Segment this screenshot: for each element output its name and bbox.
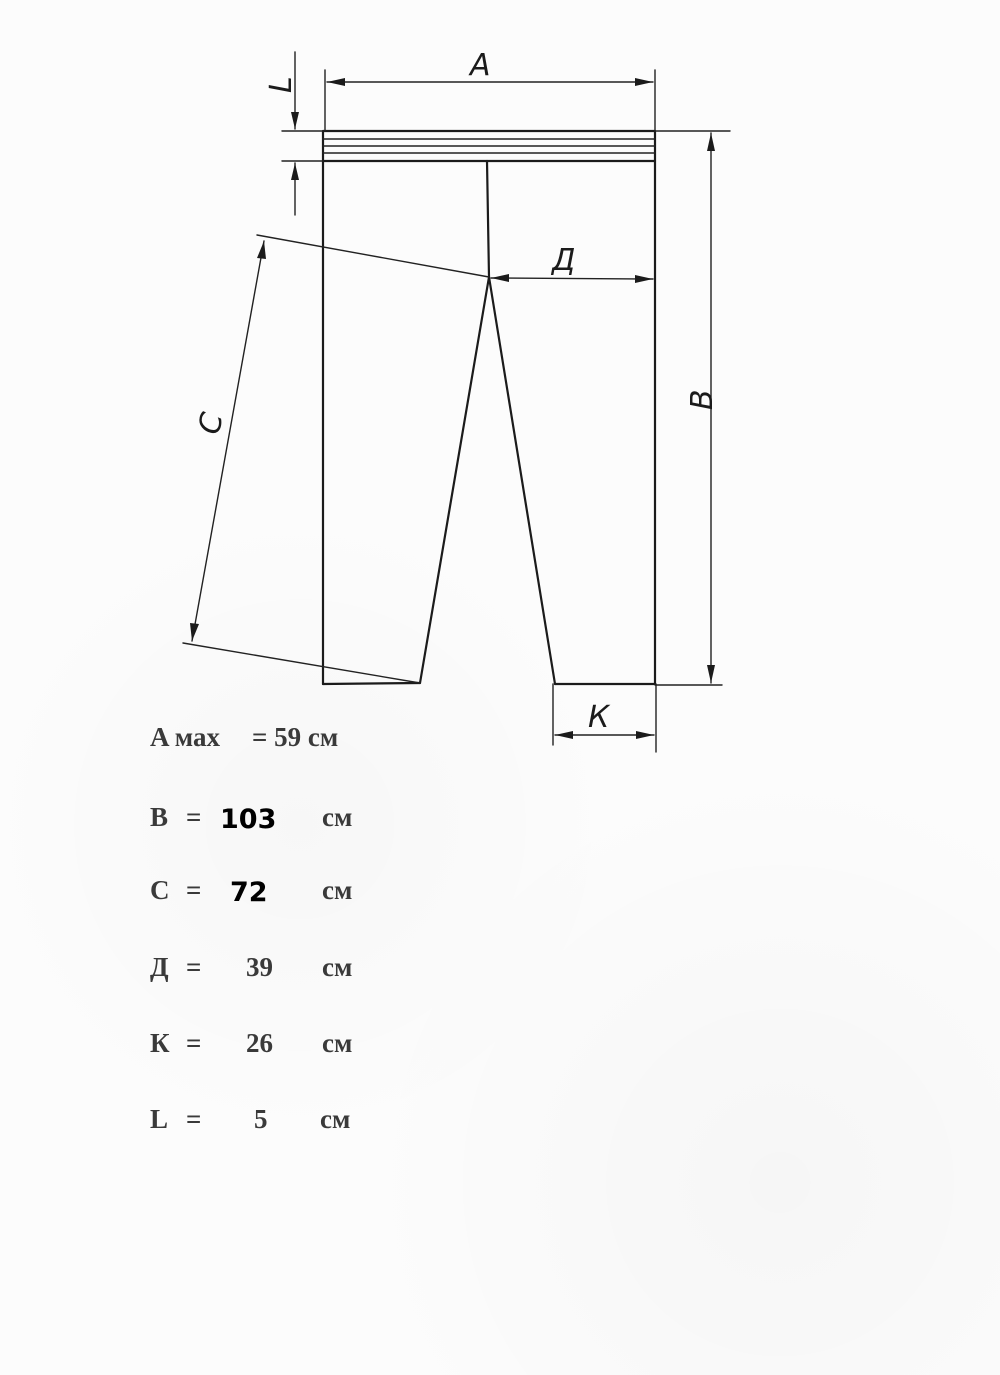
measurement-value: 103: [220, 804, 277, 835]
measurement-unit: см: [322, 1028, 353, 1058]
measurement-equals: =: [186, 1104, 202, 1134]
measurement-equals: =: [186, 875, 202, 905]
measurement-value: 5: [254, 1104, 268, 1134]
label-b: B: [685, 389, 720, 410]
measurement-label: B: [150, 802, 169, 832]
measurement-equals: =: [186, 802, 202, 832]
label-l: L: [264, 76, 299, 93]
measurement-label: C: [150, 875, 170, 905]
measurement-label: Д: [150, 952, 169, 982]
measurements-list: [150, 722, 450, 1152]
measurement-equals: =: [186, 1028, 202, 1058]
waistband: [323, 131, 655, 161]
measurement-label: К: [150, 1028, 170, 1058]
dimension-k: [553, 684, 656, 752]
measurement-unit: см: [322, 802, 353, 832]
dimension-l: [264, 52, 323, 215]
dimension-b: [655, 131, 730, 685]
label-k: К: [588, 700, 610, 735]
label-c: C: [192, 409, 231, 438]
measurement-label: L: [150, 1104, 169, 1134]
measurement-unit: см: [322, 875, 353, 905]
label-a: A: [470, 48, 491, 83]
measurement-unit: см: [320, 1104, 351, 1134]
pants-outline: [323, 161, 655, 684]
dimension-d: [491, 243, 653, 283]
measurement-value: 26: [246, 1028, 273, 1058]
measurement-value: 39: [246, 952, 273, 982]
measurement-value: 72: [230, 877, 268, 908]
label-d: Д: [552, 243, 576, 278]
dimension-a: [325, 48, 655, 131]
measurement-unit: см: [322, 952, 353, 982]
measurement-equation: = 59 см: [252, 722, 339, 752]
measurement-equals: =: [186, 952, 202, 982]
dimension-c: [183, 235, 489, 683]
measurement-label: A мах: [150, 722, 220, 752]
